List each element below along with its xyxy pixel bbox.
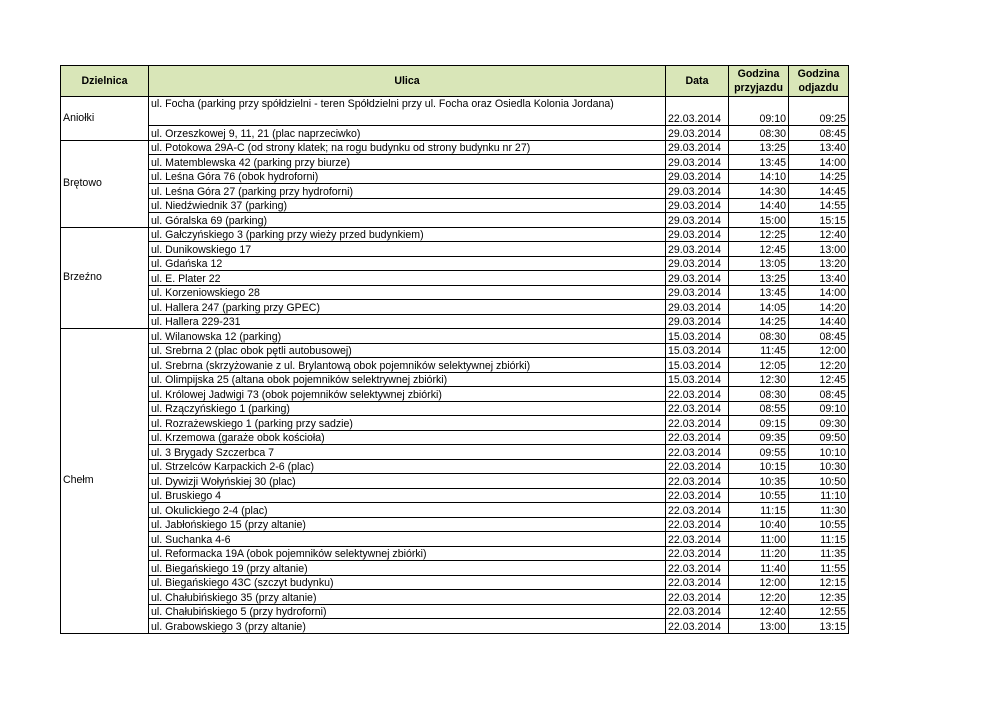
departure-time-cell: 11:15 bbox=[789, 532, 849, 547]
street-cell: ul. Gdańska 12 bbox=[149, 256, 666, 271]
table-row bbox=[61, 488, 849, 503]
street-cell: ul. Dywizji Wołyńskiej 30 (plac) bbox=[149, 474, 666, 489]
district-cell: Brętowo bbox=[61, 140, 149, 227]
departure-time-cell: 14:40 bbox=[789, 314, 849, 329]
departure-time-cell: 08:45 bbox=[789, 126, 849, 141]
arrival-time-cell: 08:30 bbox=[729, 126, 789, 141]
street-cell: ul. Królowej Jadwigi 73 (obok pojemników selektywnej zbiórki) bbox=[149, 387, 666, 402]
table-row bbox=[61, 604, 849, 619]
date-cell: 22.03.2014 bbox=[666, 532, 729, 547]
schedule-table bbox=[60, 65, 849, 634]
header-departure: Godzina odjazdu bbox=[789, 66, 849, 97]
street-cell: ul. Gałczyńskiego 3 (parking przy wieży przed budynkiem) bbox=[149, 227, 666, 242]
street-cell: ul. Biegańskiego 43C (szczyt budynku) bbox=[149, 575, 666, 590]
table-row bbox=[61, 198, 849, 213]
date-cell: 29.03.2014 bbox=[666, 314, 729, 329]
table-row bbox=[61, 169, 849, 184]
table-row bbox=[61, 459, 849, 474]
table-row bbox=[61, 372, 849, 387]
departure-time-cell: 14:20 bbox=[789, 300, 849, 315]
date-cell: 22.03.2014 bbox=[666, 604, 729, 619]
header-street: Ulica bbox=[149, 66, 666, 97]
table-row bbox=[61, 343, 849, 358]
date-cell: 22.03.2014 bbox=[666, 503, 729, 518]
departure-time-cell: 09:50 bbox=[789, 430, 849, 445]
departure-time-cell: 14:55 bbox=[789, 198, 849, 213]
date-cell: 22.03.2014 bbox=[666, 546, 729, 561]
departure-time-cell: 14:25 bbox=[789, 169, 849, 184]
table-row bbox=[61, 546, 849, 561]
street-cell: ul. Wilanowska 12 (parking) bbox=[149, 329, 666, 344]
arrival-time-cell: 12:25 bbox=[729, 227, 789, 242]
departure-time-cell: 14:45 bbox=[789, 184, 849, 199]
date-cell: 15.03.2014 bbox=[666, 372, 729, 387]
table-row bbox=[61, 97, 849, 126]
arrival-time-cell: 11:40 bbox=[729, 561, 789, 576]
street-cell: ul. Hallera 229-231 bbox=[149, 314, 666, 329]
date-cell: 22.03.2014 bbox=[666, 387, 729, 402]
departure-time-cell: 08:45 bbox=[789, 329, 849, 344]
arrival-time-cell: 10:55 bbox=[729, 488, 789, 503]
street-cell: ul. Biegańskiego 19 (przy altanie) bbox=[149, 561, 666, 576]
arrival-time-cell: 14:40 bbox=[729, 198, 789, 213]
street-cell: ul. Grabowskiego 3 (przy altanie) bbox=[149, 619, 666, 634]
departure-time-cell: 13:20 bbox=[789, 256, 849, 271]
date-cell: 15.03.2014 bbox=[666, 329, 729, 344]
departure-time-cell: 12:45 bbox=[789, 372, 849, 387]
table-row bbox=[61, 184, 849, 199]
table-row bbox=[61, 271, 849, 286]
date-cell: 22.03.2014 bbox=[666, 590, 729, 605]
table-row bbox=[61, 416, 849, 431]
departure-time-cell: 12:20 bbox=[789, 358, 849, 373]
table-row bbox=[61, 300, 849, 315]
street-cell: ul. Orzeszkowej 9, 11, 21 (plac naprzeciwko) bbox=[149, 126, 666, 141]
arrival-time-cell: 09:15 bbox=[729, 416, 789, 431]
date-cell: 29.03.2014 bbox=[666, 227, 729, 242]
table-row bbox=[61, 329, 849, 344]
date-cell: 22.03.2014 bbox=[666, 561, 729, 576]
table-row bbox=[61, 503, 849, 518]
street-cell: ul. Matemblewska 42 (parking przy biurze) bbox=[149, 155, 666, 170]
arrival-time-cell: 12:30 bbox=[729, 372, 789, 387]
departure-time-cell: 12:40 bbox=[789, 227, 849, 242]
arrival-time-cell: 12:05 bbox=[729, 358, 789, 373]
street-cell: ul. Srebrna (skrzyżowanie z ul. Brylantową obok pojemników selektywnej zbiórki) bbox=[149, 358, 666, 373]
street-cell: ul. Focha (parking przy spółdzielni - teren Spółdzielni przy ul. Focha oraz Osiedla Kolonia Jordana) bbox=[149, 97, 666, 126]
street-cell: ul. Krzemowa (garaże obok kościoła) bbox=[149, 430, 666, 445]
date-cell: 22.03.2014 bbox=[666, 619, 729, 634]
arrival-time-cell: 08:55 bbox=[729, 401, 789, 416]
table-row bbox=[61, 140, 849, 155]
arrival-time-cell: 12:00 bbox=[729, 575, 789, 590]
table-row bbox=[61, 285, 849, 300]
date-cell: 22.03.2014 bbox=[666, 430, 729, 445]
street-cell: ul. Korzeniowskiego 28 bbox=[149, 285, 666, 300]
departure-time-cell: 14:00 bbox=[789, 285, 849, 300]
departure-time-cell: 10:10 bbox=[789, 445, 849, 460]
arrival-time-cell: 11:45 bbox=[729, 343, 789, 358]
departure-time-cell: 11:10 bbox=[789, 488, 849, 503]
date-cell: 22.03.2014 bbox=[666, 445, 729, 460]
date-cell: 22.03.2014 bbox=[666, 459, 729, 474]
arrival-time-cell: 11:00 bbox=[729, 532, 789, 547]
date-cell: 22.03.2014 bbox=[666, 97, 729, 126]
table-row bbox=[61, 387, 849, 402]
table-row bbox=[61, 619, 849, 634]
street-cell: ul. E. Plater 22 bbox=[149, 271, 666, 286]
street-cell: ul. Chałubińskiego 35 (przy altanie) bbox=[149, 590, 666, 605]
table-row bbox=[61, 358, 849, 373]
arrival-time-cell: 14:30 bbox=[729, 184, 789, 199]
departure-time-cell: 12:35 bbox=[789, 590, 849, 605]
date-cell: 29.03.2014 bbox=[666, 242, 729, 257]
arrival-time-cell: 14:10 bbox=[729, 169, 789, 184]
table-row bbox=[61, 561, 849, 576]
date-cell: 22.03.2014 bbox=[666, 517, 729, 532]
arrival-time-cell: 13:45 bbox=[729, 285, 789, 300]
date-cell: 15.03.2014 bbox=[666, 358, 729, 373]
street-cell: ul. Strzelców Karpackich 2-6 (plac) bbox=[149, 459, 666, 474]
departure-time-cell: 13:40 bbox=[789, 140, 849, 155]
departure-time-cell: 08:45 bbox=[789, 387, 849, 402]
date-cell: 29.03.2014 bbox=[666, 271, 729, 286]
date-cell: 22.03.2014 bbox=[666, 575, 729, 590]
date-cell: 29.03.2014 bbox=[666, 213, 729, 228]
arrival-time-cell: 15:00 bbox=[729, 213, 789, 228]
table-row bbox=[61, 430, 849, 445]
arrival-time-cell: 08:30 bbox=[729, 329, 789, 344]
departure-time-cell: 09:30 bbox=[789, 416, 849, 431]
departure-time-cell: 11:35 bbox=[789, 546, 849, 561]
date-cell: 29.03.2014 bbox=[666, 256, 729, 271]
table-row bbox=[61, 445, 849, 460]
departure-time-cell: 09:10 bbox=[789, 401, 849, 416]
date-cell: 29.03.2014 bbox=[666, 126, 729, 141]
street-cell: ul. Niedźwiednik 37 (parking) bbox=[149, 198, 666, 213]
table-row bbox=[61, 532, 849, 547]
arrival-time-cell: 13:25 bbox=[729, 271, 789, 286]
arrival-time-cell: 09:55 bbox=[729, 445, 789, 460]
date-cell: 15.03.2014 bbox=[666, 343, 729, 358]
departure-time-cell: 11:30 bbox=[789, 503, 849, 518]
header-row bbox=[61, 66, 849, 97]
street-cell: ul. Okulickiego 2-4 (plac) bbox=[149, 503, 666, 518]
street-cell: ul. Reformacka 19A (obok pojemników selektywnej zbiórki) bbox=[149, 546, 666, 561]
departure-time-cell: 09:25 bbox=[789, 97, 849, 126]
date-cell: 22.03.2014 bbox=[666, 474, 729, 489]
header-arrival: Godzina przyjazdu bbox=[729, 66, 789, 97]
arrival-time-cell: 14:05 bbox=[729, 300, 789, 315]
header-date: Data bbox=[666, 66, 729, 97]
departure-time-cell: 12:00 bbox=[789, 343, 849, 358]
arrival-time-cell: 14:25 bbox=[729, 314, 789, 329]
street-cell: ul. Potokowa 29A-C (od strony klatek; na rogu budynku od strony budynku nr 27) bbox=[149, 140, 666, 155]
table-row bbox=[61, 401, 849, 416]
table-row bbox=[61, 213, 849, 228]
arrival-time-cell: 09:10 bbox=[729, 97, 789, 126]
date-cell: 29.03.2014 bbox=[666, 285, 729, 300]
street-cell: ul. 3 Brygady Szczerbca 7 bbox=[149, 445, 666, 460]
departure-time-cell: 13:15 bbox=[789, 619, 849, 634]
table-row bbox=[61, 227, 849, 242]
departure-time-cell: 13:40 bbox=[789, 271, 849, 286]
table-row bbox=[61, 590, 849, 605]
departure-time-cell: 12:55 bbox=[789, 604, 849, 619]
arrival-time-cell: 13:45 bbox=[729, 155, 789, 170]
departure-time-cell: 11:55 bbox=[789, 561, 849, 576]
table-body bbox=[61, 97, 849, 634]
table-row bbox=[61, 517, 849, 532]
departure-time-cell: 10:55 bbox=[789, 517, 849, 532]
arrival-time-cell: 13:25 bbox=[729, 140, 789, 155]
arrival-time-cell: 12:45 bbox=[729, 242, 789, 257]
date-cell: 29.03.2014 bbox=[666, 140, 729, 155]
table-row bbox=[61, 242, 849, 257]
arrival-time-cell: 10:40 bbox=[729, 517, 789, 532]
district-cell: Chełm bbox=[61, 329, 149, 634]
street-cell: ul. Góralska 69 (parking) bbox=[149, 213, 666, 228]
departure-time-cell: 12:15 bbox=[789, 575, 849, 590]
date-cell: 29.03.2014 bbox=[666, 169, 729, 184]
district-cell: Brzeźno bbox=[61, 227, 149, 329]
street-cell: ul. Rozrażewskiego 1 (parking przy sadzie) bbox=[149, 416, 666, 431]
date-cell: 22.03.2014 bbox=[666, 416, 729, 431]
date-cell: 29.03.2014 bbox=[666, 198, 729, 213]
street-cell: ul. Rzączyńskiego 1 (parking) bbox=[149, 401, 666, 416]
departure-time-cell: 10:50 bbox=[789, 474, 849, 489]
arrival-time-cell: 10:15 bbox=[729, 459, 789, 474]
date-cell: 22.03.2014 bbox=[666, 488, 729, 503]
header-district: Dzielnica bbox=[61, 66, 149, 97]
street-cell: ul. Bruskiego 4 bbox=[149, 488, 666, 503]
table-row bbox=[61, 474, 849, 489]
departure-time-cell: 15:15 bbox=[789, 213, 849, 228]
date-cell: 29.03.2014 bbox=[666, 300, 729, 315]
table-row bbox=[61, 314, 849, 329]
arrival-time-cell: 08:30 bbox=[729, 387, 789, 402]
street-cell: ul. Srebrna 2 (plac obok pętli autobusowej) bbox=[149, 343, 666, 358]
street-cell: ul. Leśna Góra 27 (parking przy hydroforni) bbox=[149, 184, 666, 199]
district-cell: Aniołki bbox=[61, 97, 149, 141]
arrival-time-cell: 12:20 bbox=[729, 590, 789, 605]
table-row bbox=[61, 155, 849, 170]
departure-time-cell: 13:00 bbox=[789, 242, 849, 257]
arrival-time-cell: 13:00 bbox=[729, 619, 789, 634]
table-row bbox=[61, 126, 849, 141]
arrival-time-cell: 12:40 bbox=[729, 604, 789, 619]
arrival-time-cell: 09:35 bbox=[729, 430, 789, 445]
arrival-time-cell: 10:35 bbox=[729, 474, 789, 489]
date-cell: 29.03.2014 bbox=[666, 155, 729, 170]
arrival-time-cell: 13:05 bbox=[729, 256, 789, 271]
date-cell: 22.03.2014 bbox=[666, 401, 729, 416]
arrival-time-cell: 11:20 bbox=[729, 546, 789, 561]
departure-time-cell: 14:00 bbox=[789, 155, 849, 170]
arrival-time-cell: 11:15 bbox=[729, 503, 789, 518]
departure-time-cell: 10:30 bbox=[789, 459, 849, 474]
table-row bbox=[61, 575, 849, 590]
street-cell: ul. Leśna Góra 76 (obok hydroforni) bbox=[149, 169, 666, 184]
street-cell: ul. Hallera 247 (parking przy GPEC) bbox=[149, 300, 666, 315]
street-cell: ul. Chałubińskiego 5 (przy hydroforni) bbox=[149, 604, 666, 619]
street-cell: ul. Dunikowskiego 17 bbox=[149, 242, 666, 257]
street-cell: ul. Suchanka 4-6 bbox=[149, 532, 666, 547]
table-row bbox=[61, 256, 849, 271]
street-cell: ul. Olimpijska 25 (altana obok pojemników selektrywnej zbiórki) bbox=[149, 372, 666, 387]
street-cell: ul. Jabłońskiego 15 (przy altanie) bbox=[149, 517, 666, 532]
date-cell: 29.03.2014 bbox=[666, 184, 729, 199]
